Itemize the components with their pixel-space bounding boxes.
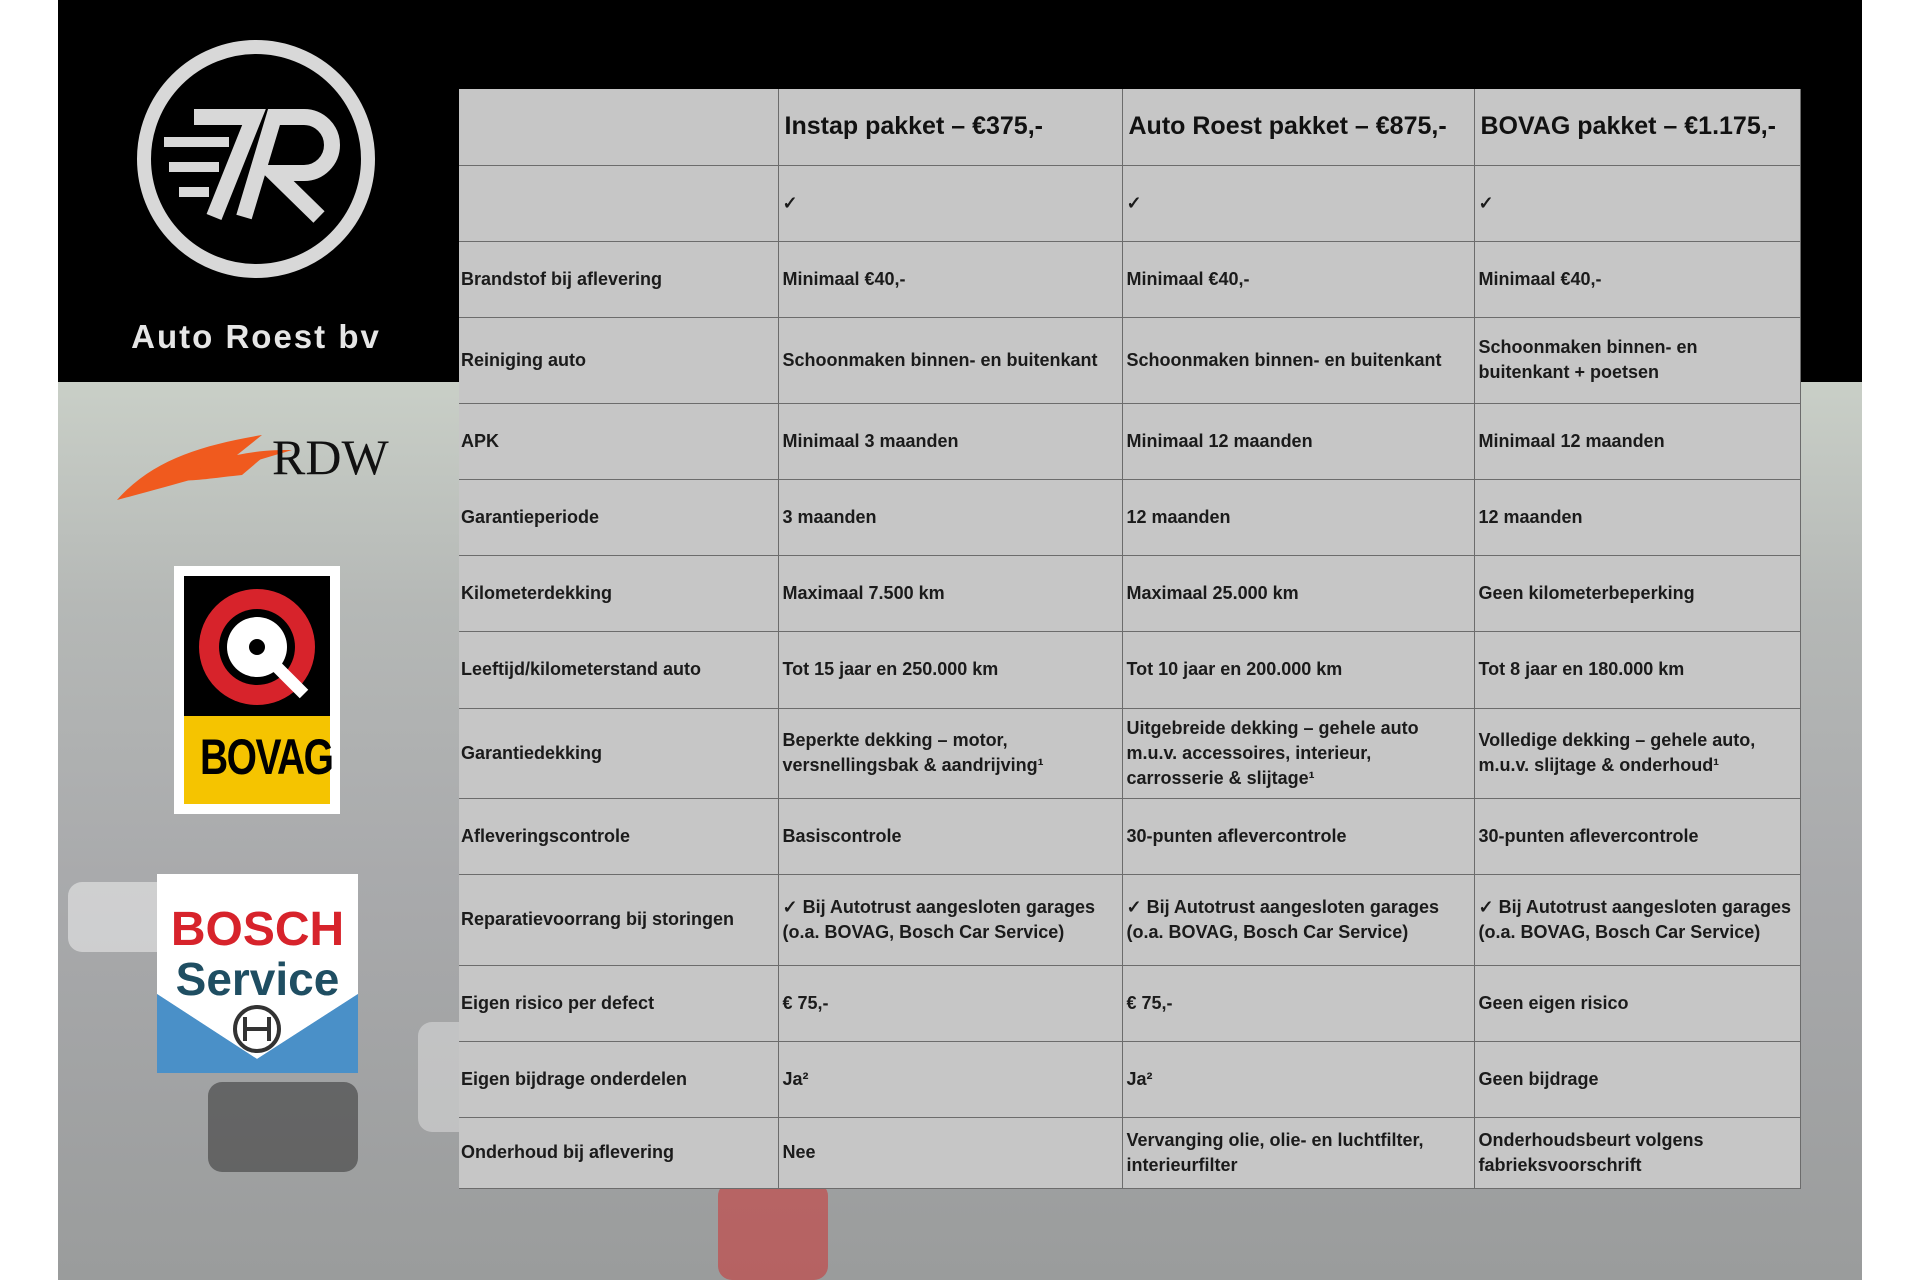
auto-roest-logo [134, 37, 378, 281]
bosch-logo-text: BOSCH [170, 903, 345, 956]
bovag-logo-text: BOVAG [200, 729, 333, 785]
table-row [459, 479, 1800, 555]
row-label: Reparatievoorrang bij storingen [459, 874, 778, 965]
table-row [459, 708, 1800, 798]
table-cell: Tot 8 jaar en 180.000 km [1474, 631, 1800, 708]
column-header-bovag: BOVAG pakket – €1.175,- [1474, 89, 1800, 165]
table-cell: Nee [778, 1117, 1122, 1188]
table-cell: Basiscontrole [778, 798, 1122, 874]
table-row [459, 874, 1800, 965]
table-cell: ✓ Bij Autotrust aangesloten garages (o.a. BOVAG, Bosch Car Service) [1122, 874, 1474, 965]
row-label [459, 165, 778, 241]
row-label: Afleveringscontrole [459, 798, 778, 874]
table-cell: € 75,- [1122, 965, 1474, 1041]
package-comparison-table [459, 89, 1801, 1189]
table-cell: Ja² [1122, 1041, 1474, 1117]
table-cell: 30-punten aflevercontrole [1474, 798, 1800, 874]
column-header-auto-roest: Auto Roest pakket – €875,- [1122, 89, 1474, 165]
table-cell: 30-punten aflevercontrole [1122, 798, 1474, 874]
table-cell: ✓ [1122, 165, 1474, 241]
row-label: Garantiedekking [459, 708, 778, 798]
table-cell: Geen bijdrage [1474, 1041, 1800, 1117]
row-label: Garantieperiode [459, 479, 778, 555]
table-cell: Maximaal 25.000 km [1122, 555, 1474, 631]
table-row [459, 241, 1800, 317]
table-row [459, 403, 1800, 479]
table-cell: ✓ [1474, 165, 1800, 241]
table-row [459, 798, 1800, 874]
row-label: Reiniging auto [459, 317, 778, 403]
table-header-row [459, 89, 1800, 165]
table-cell: Vervanging olie, olie- en luchtfilter, interieurfilter [1122, 1117, 1474, 1188]
table-cell: Volledige dekking – gehele auto, m.u.v. slijtage & onderhoud¹ [1474, 708, 1800, 798]
table-row [459, 1041, 1800, 1117]
row-label: Leeftijd/kilometerstand auto [459, 631, 778, 708]
table-cell: Beperkte dekking – motor, versnellingsbak & aandrijving¹ [778, 708, 1122, 798]
column-header [459, 89, 778, 165]
bovag-logo [174, 566, 340, 814]
table-row [459, 555, 1800, 631]
table-cell: Minimaal €40,- [1474, 241, 1800, 317]
table-row [459, 165, 1800, 241]
table-cell: ✓ [778, 165, 1122, 241]
table-cell: Tot 10 jaar en 200.000 km [1122, 631, 1474, 708]
table-cell: € 75,- [778, 965, 1122, 1041]
row-label: Eigen bijdrage onderdelen [459, 1041, 778, 1117]
table-cell: Uitgebreide dekking – gehele auto m.u.v. accessoires, interieur, carrosserie & slijtage¹ [1122, 708, 1474, 798]
table-cell: Minimaal 12 maanden [1122, 403, 1474, 479]
table-cell: Geen eigen risico [1474, 965, 1800, 1041]
rdw-logo-text: RDW [272, 429, 389, 485]
row-label: Eigen risico per defect [459, 965, 778, 1041]
table-cell: Minimaal €40,- [1122, 241, 1474, 317]
table-cell: 12 maanden [1474, 479, 1800, 555]
row-label: Onderhoud bij aflevering [459, 1117, 778, 1188]
row-label: Kilometerdekking [459, 555, 778, 631]
table-cell: 3 maanden [778, 479, 1122, 555]
table-row [459, 317, 1800, 403]
table-cell: ✓ Bij Autotrust aangesloten garages (o.a. BOVAG, Bosch Car Service) [778, 874, 1122, 965]
table-row [459, 1117, 1800, 1188]
brand-name: Auto Roest bv [131, 318, 381, 355]
table-cell: Ja² [778, 1041, 1122, 1117]
table-cell: Schoonmaken binnen- en buitenkant + poetsen [1474, 317, 1800, 403]
row-label: Brandstof bij aflevering [459, 241, 778, 317]
table-cell: Maximaal 7.500 km [778, 555, 1122, 631]
table-row [459, 965, 1800, 1041]
table-cell: Schoonmaken binnen- en buitenkant [778, 317, 1122, 403]
table-cell: Minimaal €40,- [778, 241, 1122, 317]
table-cell: Minimaal 12 maanden [1474, 403, 1800, 479]
table-row [459, 631, 1800, 708]
column-header-instap: Instap pakket – €375,- [778, 89, 1122, 165]
table-cell: Schoonmaken binnen- en buitenkant [1122, 317, 1474, 403]
table-cell: Tot 15 jaar en 250.000 km [778, 631, 1122, 708]
table-cell: Onderhoudsbeurt volgens fabrieksvoorschrift [1474, 1117, 1800, 1188]
table-cell: 12 maanden [1122, 479, 1474, 555]
row-label: APK [459, 403, 778, 479]
table-cell: ✓ Bij Autotrust aangesloten garages (o.a. BOVAG, Bosch Car Service) [1474, 874, 1800, 965]
bosch-service-text: Service [175, 953, 340, 1005]
table-cell: Geen kilometerbeperking [1474, 555, 1800, 631]
table-cell: Minimaal 3 maanden [778, 403, 1122, 479]
